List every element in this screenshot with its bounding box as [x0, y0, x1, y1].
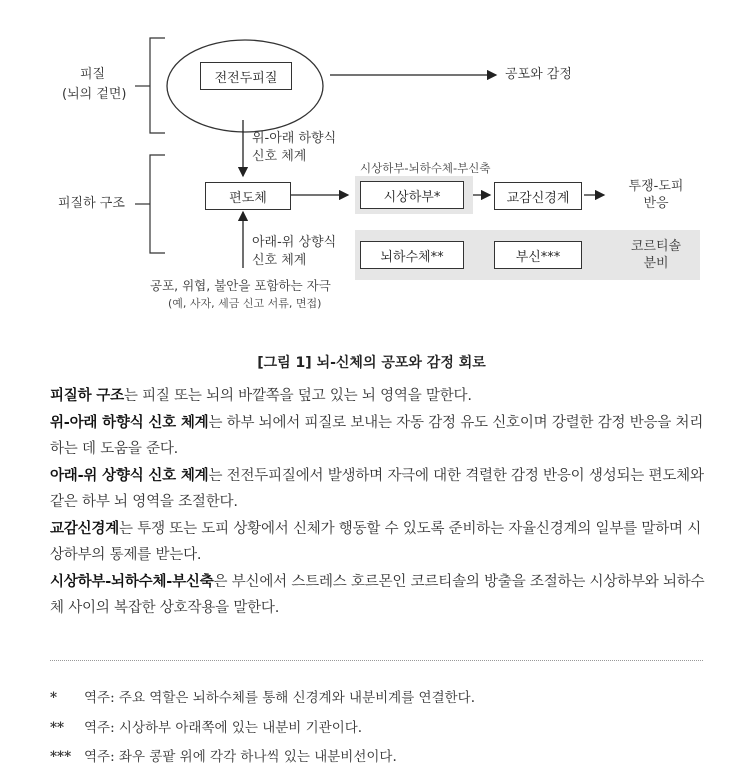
definition-term: 위-아래 하향식 신호 체계	[50, 414, 209, 431]
pituitary-label: 뇌하수체**	[380, 249, 444, 265]
footnote-mark: ***	[50, 749, 72, 765]
footnote	[50, 716, 362, 736]
figure-caption: [그림 1] 뇌-신체의 공포와 감정 회로	[257, 355, 486, 371]
fight-flight-label	[618, 178, 694, 212]
adrenal-box	[494, 241, 582, 269]
sympathetic-box	[494, 182, 582, 210]
stimulus-examples: (예, 사자, 세금 신고 서류, 면접)	[168, 297, 322, 310]
definition-term: 시상하부-뇌하수체-부신축	[50, 573, 214, 590]
definitions	[50, 383, 710, 622]
top-down-label-2: 신호 체계	[252, 149, 307, 164]
cortex-bracket	[150, 38, 165, 133]
footnote-mark: *	[50, 690, 58, 706]
pituitary-box	[360, 241, 464, 269]
definition-text: 는 전전두피질에서 발생하며 자극에 대한 격렬한 감정 반응이 생성되는 편도체와 같은 하부 뇌 영역을 조절한다.	[50, 467, 704, 510]
cortex-label: 피질	[80, 67, 106, 82]
subcortical-label: 피질하 구조	[58, 196, 125, 211]
fight-flight-line-2: 반응	[643, 196, 669, 211]
sympathetic-label: 교감신경계	[506, 190, 570, 206]
amygdala-box	[205, 182, 291, 210]
footnote	[50, 686, 475, 706]
cortisol-line-2: 분비	[643, 256, 669, 271]
bottom-up-label-1: 아래-위 상향식	[252, 235, 337, 250]
definition-text: 는 투쟁 또는 도피 상황에서 신체가 행동할 수 있도록 준비하는 자율신경계의 일부를 말하며 시상하부의 통제를 받는다.	[50, 520, 702, 563]
hpa-axis-label: 시상하부-뇌하수체-부신축	[360, 161, 491, 175]
definition-paragraph	[50, 569, 710, 622]
footnote	[50, 745, 397, 765]
footnote-text: 역주: 주요 역할은 뇌하수체를 통해 신경계와 내분비계를 연결한다.	[84, 690, 475, 706]
cortisol-line-1: 코르티솔	[630, 239, 682, 254]
cortisol-label	[618, 238, 694, 272]
definition-text: 는 피질 또는 뇌의 바깥쪽을 덮고 있는 뇌 영역을 말한다.	[123, 388, 472, 404]
fight-flight-line-1: 투쟁-도피	[628, 179, 684, 194]
prefrontal-cortex-label: 전전두피질	[214, 70, 278, 86]
hypothalamus-label: 시상하부*	[383, 189, 441, 205]
definition-paragraph	[50, 410, 710, 463]
definition-text: 은 부신에서 스트레스 호르몬인 코르티솔의 방출을 조절하는 시상하부와 뇌하수체 사이의 복잡한 상호작용을 말한다.	[50, 573, 705, 616]
definition-term: 아래-위 상향식 신호 체계	[50, 467, 209, 484]
adrenal-label: 부신***	[515, 249, 561, 265]
amygdala-label: 편도체	[229, 190, 267, 206]
footnote-mark: **	[50, 720, 65, 736]
fear-emotion-label: 공포와 감정	[505, 67, 572, 82]
stimulus-label: 공포, 위협, 불안을 포함하는 자극	[150, 278, 331, 293]
definition-term: 교감신경계	[50, 520, 120, 537]
footnote-divider	[50, 660, 703, 661]
top-down-label-1: 위-아래 하향식	[252, 131, 337, 146]
footnote-text: 역주: 좌우 콩팥 위에 각각 하나씩 있는 내분비선이다.	[84, 749, 397, 765]
footnote-text: 역주: 시상하부 아래쪽에 있는 내분비 기관이다.	[84, 720, 363, 736]
hypothalamus-box	[360, 181, 464, 209]
definition-term: 피질하 구조	[50, 388, 124, 404]
definition-paragraph	[50, 516, 710, 569]
definition-text: 는 하부 뇌에서 피질로 보내는 자동 감정 유도 신호이며 강렬한 감정 반응을 처리하는 데 도움을 준다.	[50, 414, 704, 457]
bottom-up-label-2: 신호 체계	[252, 253, 307, 268]
subcortical-bracket	[150, 155, 165, 253]
definition-paragraph	[50, 383, 710, 410]
definition-paragraph	[50, 463, 710, 516]
cortex-sublabel: (뇌의 겉면)	[62, 87, 127, 102]
prefrontal-cortex-box	[200, 62, 292, 90]
